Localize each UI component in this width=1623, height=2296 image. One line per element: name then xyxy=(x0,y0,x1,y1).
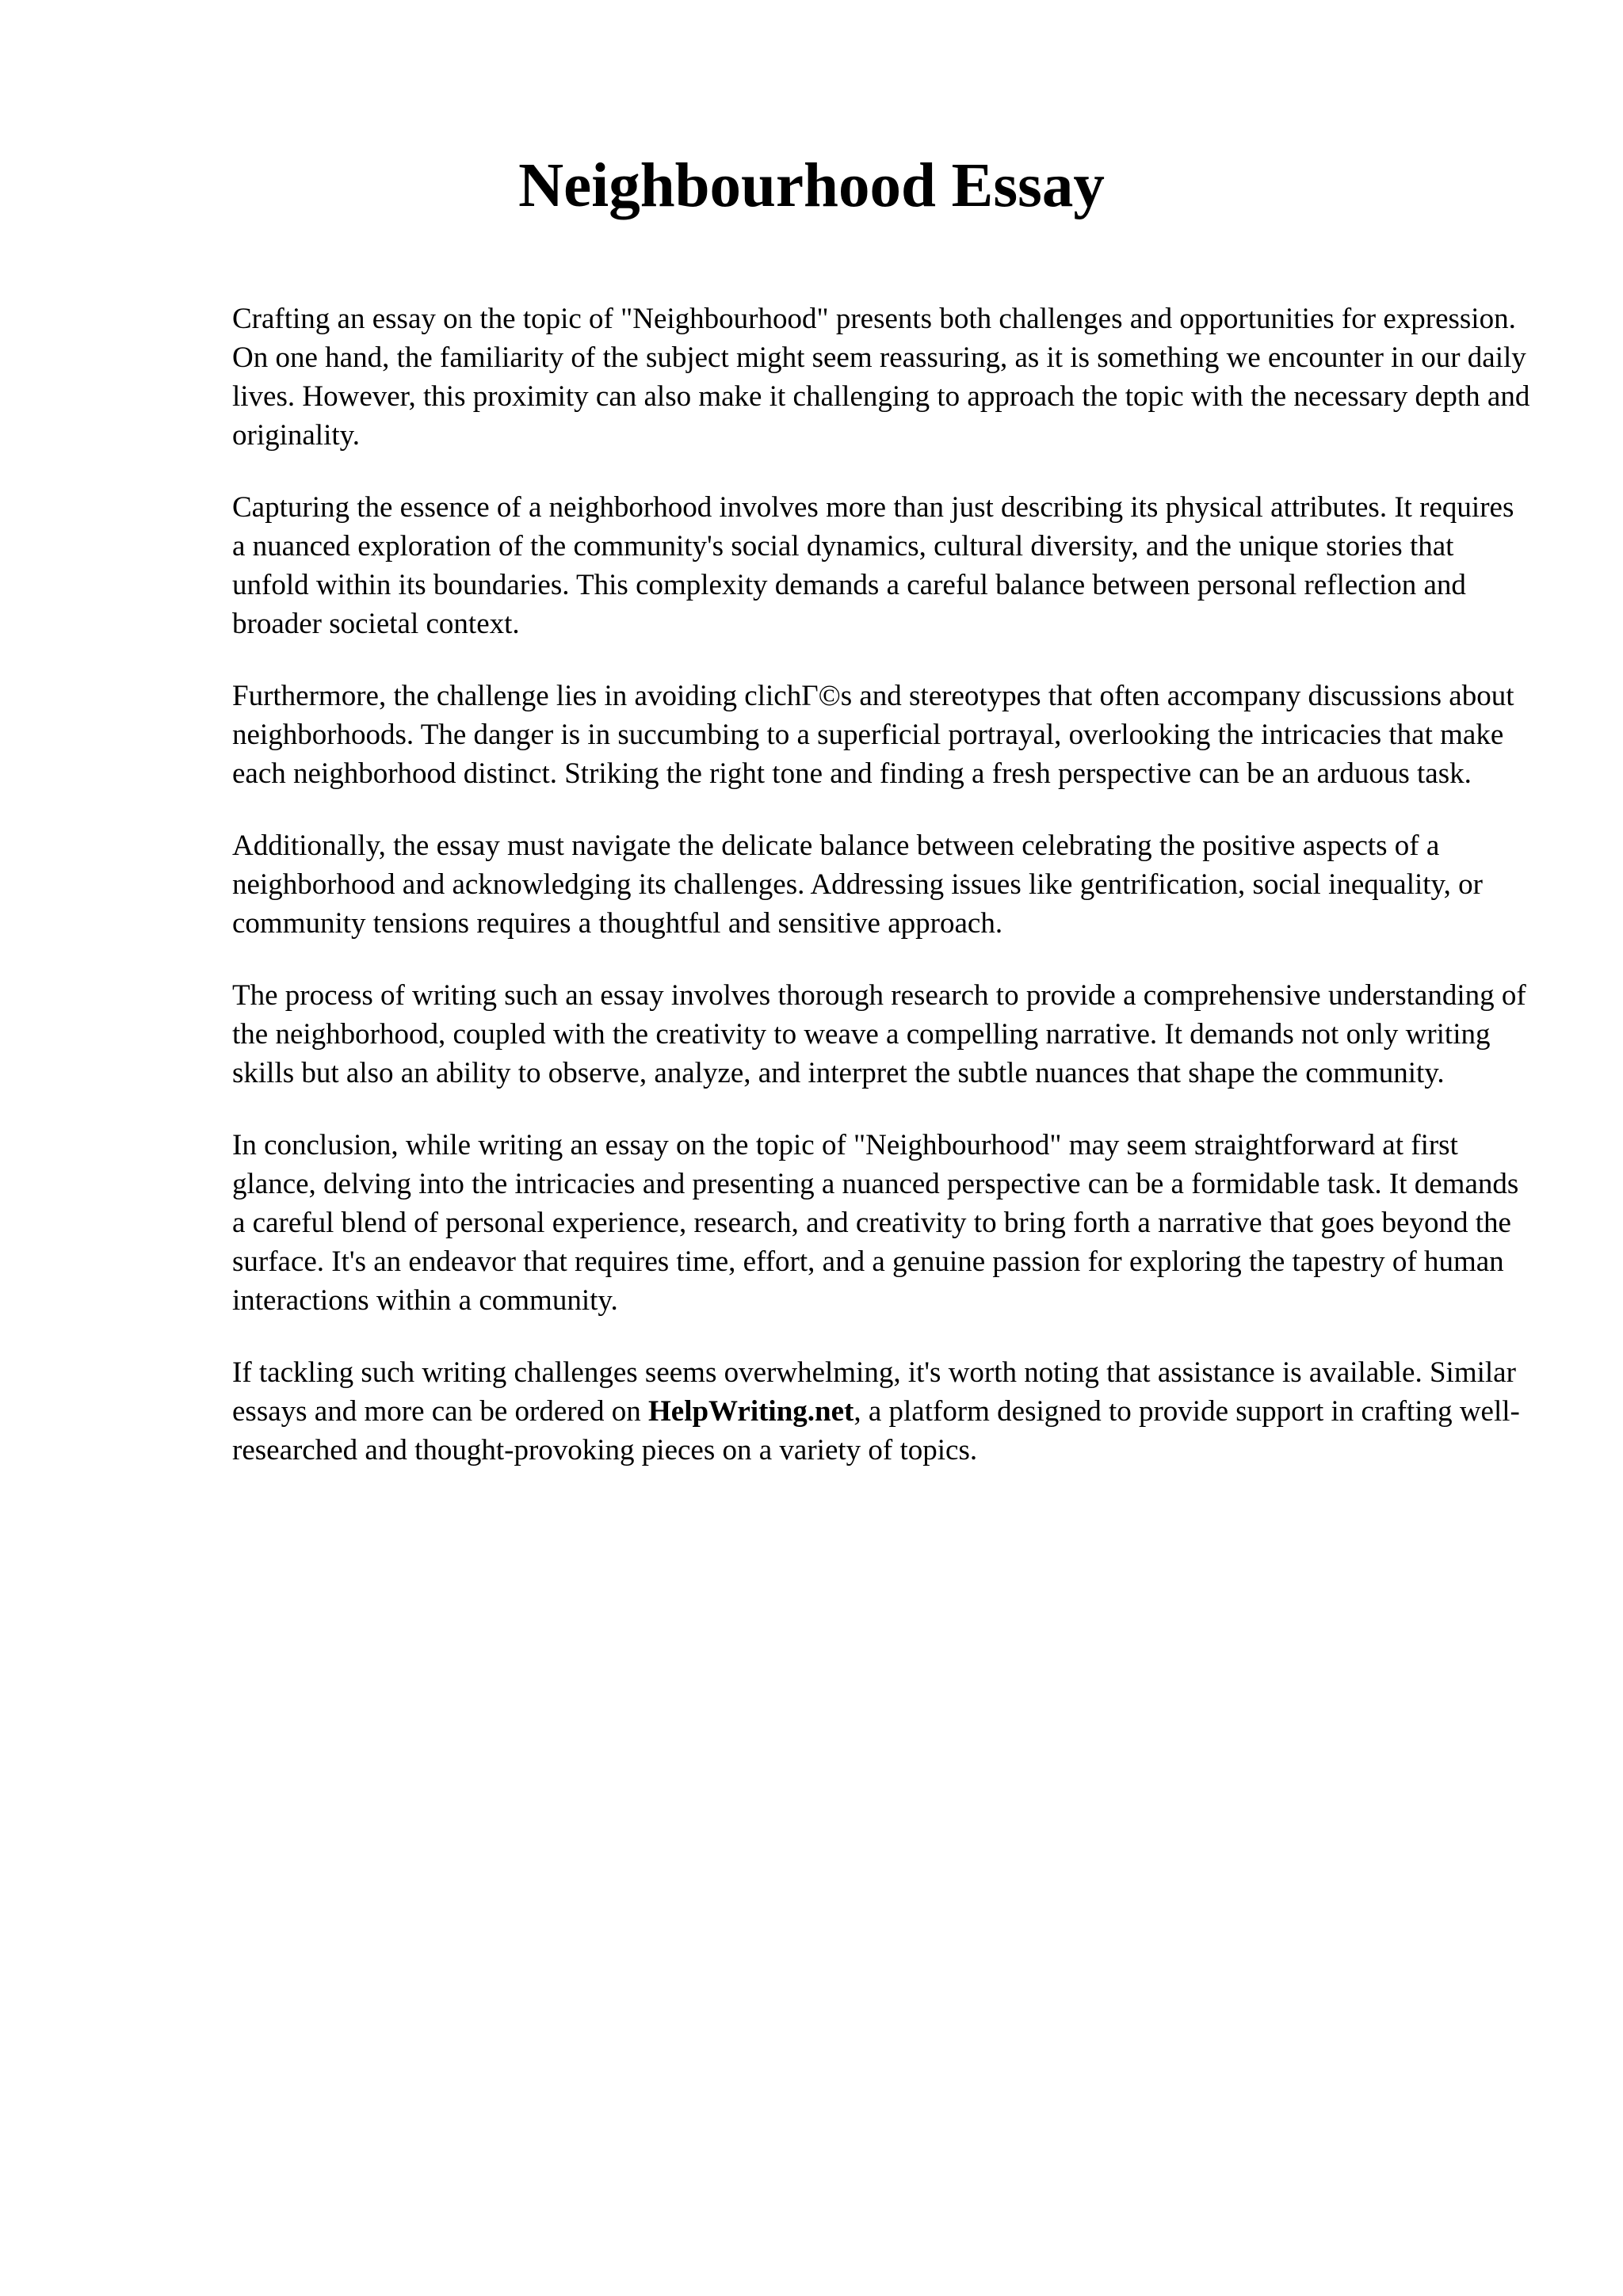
document-body xyxy=(232,299,1532,1503)
paragraph-5: The process of writing such an essay involves thorough research to provide a comprehensive understanding of the neighborhood, coupled with the creativity to weave a compelling narrative. It demands not only writing skills but also an ability to observe, analyze, and interpret the subtle nuances that shape the community. xyxy=(232,979,1526,1089)
helpwriting-link[interactable]: HelpWriting.net xyxy=(648,1395,854,1428)
closing-paragraph xyxy=(232,1353,1532,1470)
paragraph-4: Additionally, the essay must navigate the delicate balance between celebrating the positive aspects of a neighborhood and acknowledging its challenges. Addressing issues like gentrification, social inequality, or community tensions requires a thoughtful and sensitive approach. xyxy=(232,830,1483,940)
closing-text-before-link: If tackling such writing challenges seems overwhelming, it's worth noting that assistance is available. Similar essays and more can be ordered on xyxy=(232,1356,1516,1428)
closing-text-after-link: , a platform designed to provide support in crafting well-researched and thought-provoking pieces on a variety of topics. xyxy=(232,1395,1520,1466)
document-title: Neighbourhood Essay xyxy=(518,151,1105,220)
paragraph-2: Capturing the essence of a neighborhood involves more than just describing its physical attributes. It requires a nuanced exploration of the community's social dynamics, cultural diversity, and the unique stories that unfold within its boundaries. This complexity demands a careful balance between personal reflection and broader societal context. xyxy=(232,491,1514,640)
paragraph-6: In conclusion, while writing an essay on the topic of "Neighbourhood" may seem straightforward at first glance, delving into the intricacies and presenting a nuanced perspective can be a formidable task. It demands a careful blend of personal experience, research, and creativity to bring forth a narrative that goes beyond the surface. It's an endeavor that requires time, effort, and a genuine passion for exploring the tapestry of human interactions within a community. xyxy=(232,1129,1519,1317)
paragraph-1: Crafting an essay on the topic of "Neighbourhood" presents both challenges and opportunities for expression. On one hand, the familiarity of the subject might seem reassuring, as it is something we encounter in our daily lives. However, this proximity can also make it challenging to approach the topic with the necessary depth and originality. xyxy=(232,303,1530,452)
paragraph-3: Furthermore, the challenge lies in avoiding clichΓ©s and stereotypes that often accompany discussions about neighborhoods. The danger is in succumbing to a superficial portrayal, overlooking the intricacies that make each neighborhood distinct. Striking the right tone and finding a fresh perspective can be an arduous task. xyxy=(232,680,1514,790)
